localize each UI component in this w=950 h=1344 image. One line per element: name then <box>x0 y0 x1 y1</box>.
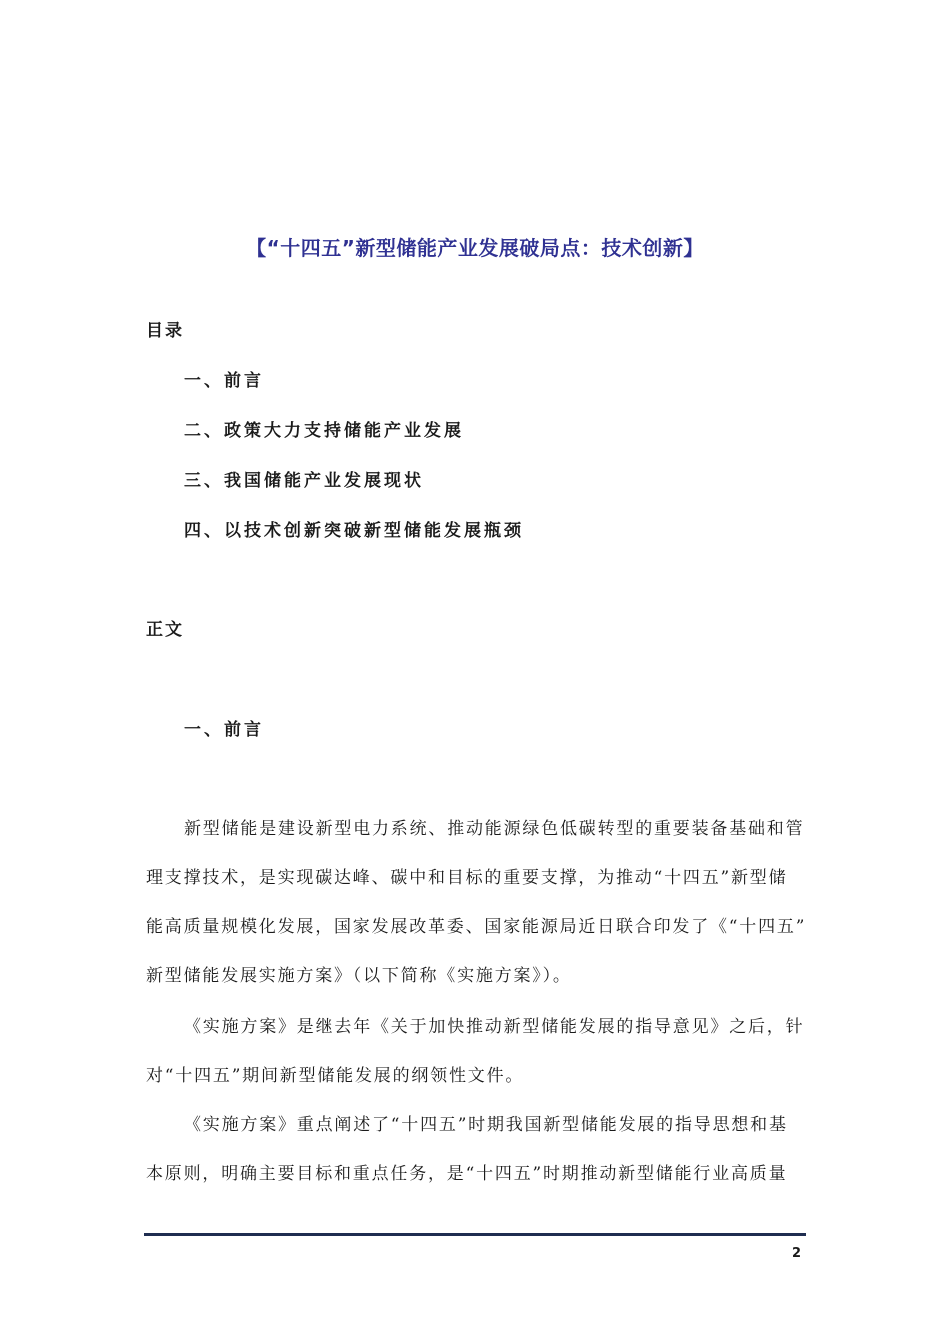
toc-label: 目录 <box>146 321 184 341</box>
body-label: 正文 <box>146 620 184 640</box>
paragraph-line: 《实施方案》是继去年《关于加快推动新型储能发展的指导意见》之后，针 <box>184 1017 805 1037</box>
paragraph-line: 对“十四五”期间新型储能发展的纲领性文件。 <box>146 1066 525 1086</box>
footer-divider <box>144 1233 806 1236</box>
toc-item-3[interactable]: 三、我国储能产业发展现状 <box>184 471 424 491</box>
page-number: 2 <box>792 1246 802 1261</box>
section-heading: 一、前言 <box>184 720 264 740</box>
toc-item-4[interactable]: 四、以技术创新突破新型储能发展瓶颈 <box>184 521 524 541</box>
paragraph-line: 《实施方案》重点阐述了“十四五”时期我国新型储能发展的指导思想和基 <box>184 1115 788 1135</box>
paragraph-line: 理支撑技术，是实现碳达峰、碳中和目标的重要支撑，为推动“十四五”新型储 <box>146 868 788 888</box>
document-title: 【“十四五”新型储能产业发展破局点：技术创新】 <box>246 236 704 260</box>
paragraph-line: 本原则，明确主要目标和重点任务，是“十四五”时期推动新型储能行业高质量 <box>146 1164 788 1184</box>
toc-item-1[interactable]: 一、前言 <box>184 371 264 391</box>
toc-item-2[interactable]: 二、政策大力支持储能产业发展 <box>184 421 464 441</box>
paragraph-line: 能高质量规模化发展，国家发展改革委、国家能源局近日联合印发了《“十四五” <box>146 917 807 937</box>
paragraph-line: 新型储能是建设新型电力系统、推动能源绿色低碳转型的重要装备基础和管 <box>184 819 805 839</box>
paragraph-line: 新型储能发展实施方案》（以下简称《实施方案》）。 <box>146 966 572 986</box>
